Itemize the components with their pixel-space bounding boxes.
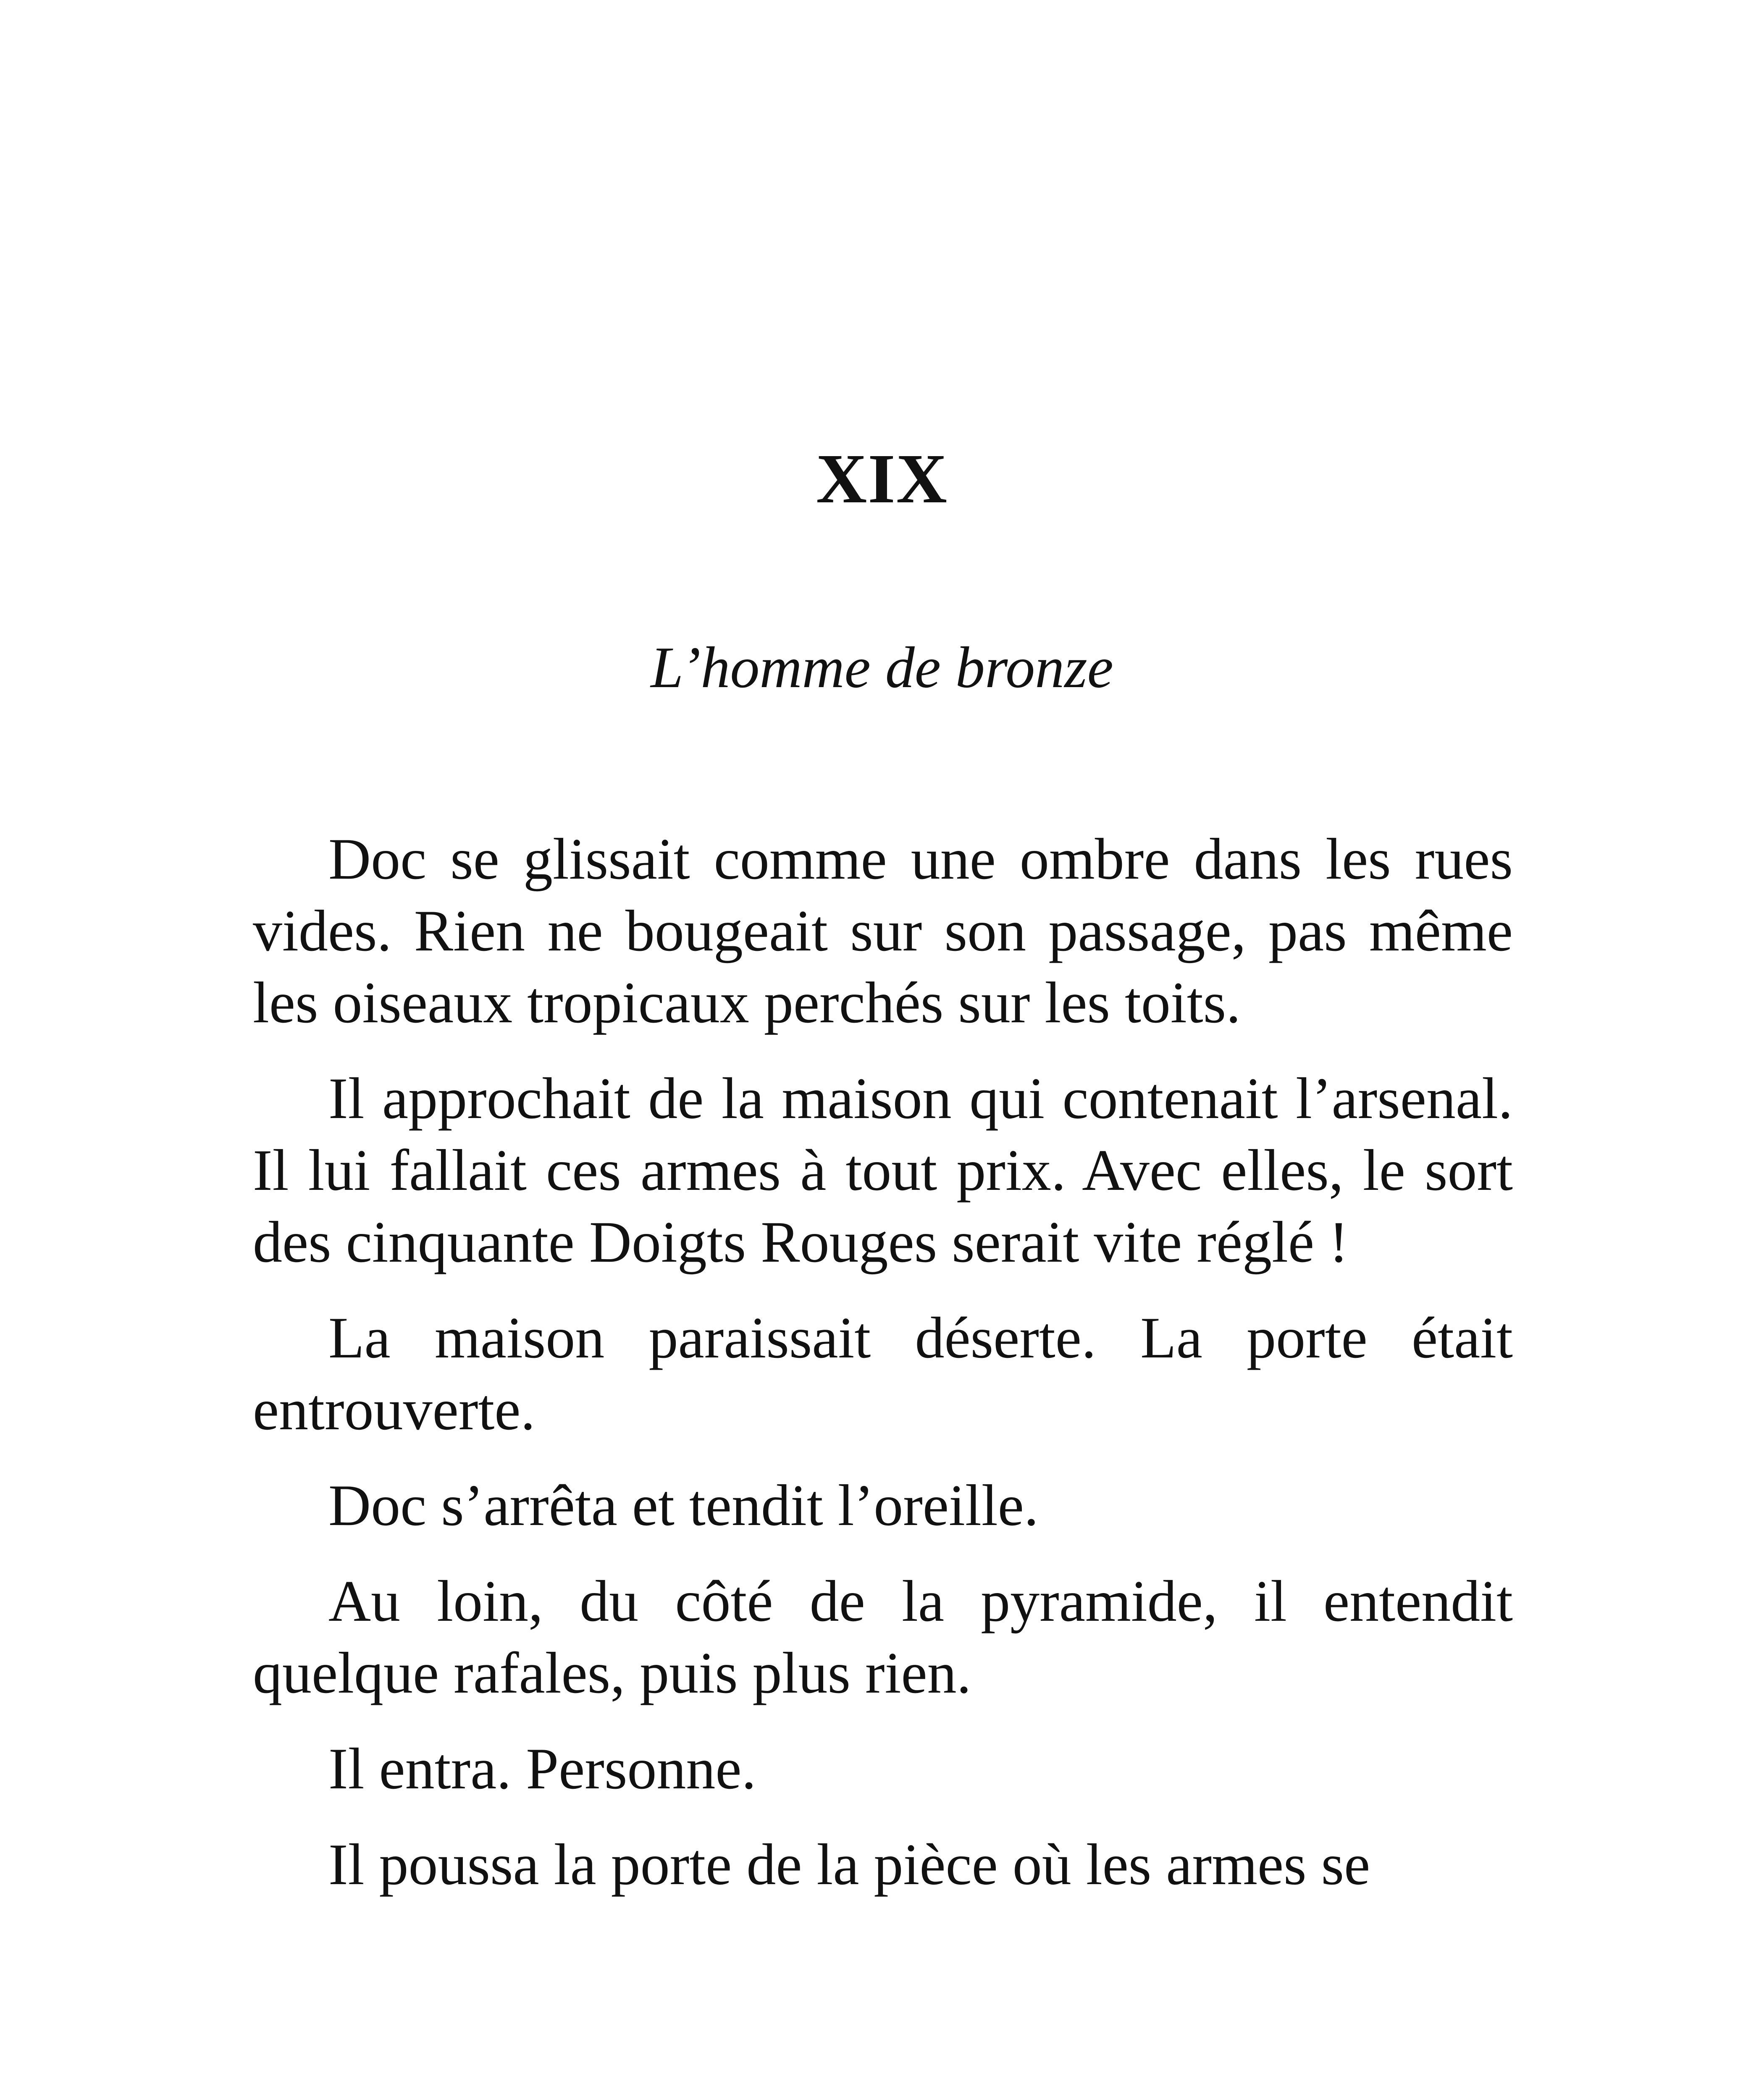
paragraph: Au loin, du côté de la pyramide, il entendit quelque rafales, puis plus rien. [253, 1569, 1513, 1706]
paragraph: La maison paraissait déserte. La porte était entrouverte. [253, 1305, 1513, 1442]
paragraph: Il poussa la porte de la pièce où les armes se [328, 1832, 1370, 1897]
paragraph: Doc se glissait comme une ombre dans les rues vides. Rien ne bougeait sur son passage, pas même les oiseaux tropicaux perchés sur les toits. [253, 827, 1513, 1035]
paragraph: Doc s’arrêta et tendit l’oreille. [328, 1473, 1039, 1538]
chapter-number: XIX [816, 440, 948, 518]
body-text [253, 823, 1513, 1924]
paragraph: Il entra. Personne. [328, 1736, 756, 1801]
paragraph: Il approchait de la maison qui contenait l’arsenal. Il lui fallait ces armes à tout prix. Avec elles, le sort des cinquante Doigts Rouges serait vite réglé ! [253, 1066, 1513, 1275]
chapter-title: L’homme de bronze [651, 635, 1113, 700]
